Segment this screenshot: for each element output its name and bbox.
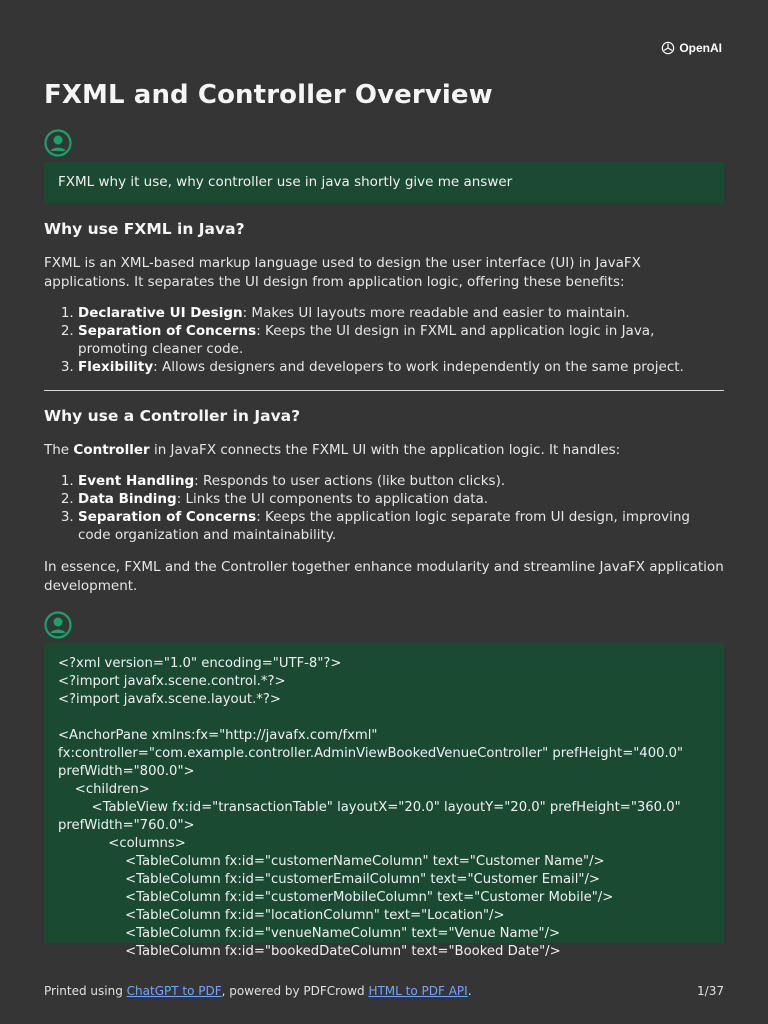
user-avatar-icon (44, 611, 72, 639)
footer-text: Printed using (44, 984, 127, 998)
list-item-text: : Makes UI layouts more readable and easier to maintain. (242, 305, 630, 321)
list-item-text: : Keeps the UI design in FXML and application logic in Java, promoting cleaner code. (78, 323, 655, 357)
code-line: <TableColumn fx:id="customerMobileColumn" text="Customer Mobile"/> (58, 890, 614, 905)
openai-logo-icon (660, 40, 676, 56)
list-item (78, 490, 724, 508)
list-item (78, 508, 724, 544)
list-item (78, 304, 724, 322)
code-line: fx:controller="com.example.controller.AdminViewBookedVenueController" prefHeight="400.0" (58, 746, 684, 761)
code-line: <TableView fx:id="transactionTable" layoutX="20.0" layoutY="20.0" prefHeight="360.0" (58, 800, 681, 815)
list-item (78, 472, 724, 490)
code-line: <?import javafx.scene.control.*?> (58, 674, 286, 689)
list-item-text: : Allows designers and developers to work independently on the same project. (153, 359, 684, 375)
code-line (58, 709, 710, 727)
section1-list (44, 304, 724, 376)
list-item-bold: Event Handling (78, 473, 195, 489)
code-line: <TableColumn fx:id="venueNameColumn" text="Venue Name"/> (58, 926, 561, 941)
html-to-pdf-api-link[interactable]: HTML to PDF API (368, 984, 468, 998)
code-line: <children> (58, 782, 150, 797)
list-item (78, 322, 724, 358)
section2-intro (44, 441, 724, 460)
page-footer (44, 984, 724, 998)
user-avatar (44, 611, 72, 639)
code-line: prefWidth="760.0"> (58, 818, 195, 833)
document-content (44, 76, 724, 959)
section1-heading: Why use FXML in Java? (44, 220, 245, 238)
code-line: <TableColumn fx:id="locationColumn" text="Location"/> (58, 908, 505, 923)
intro-bold: Controller (73, 442, 150, 458)
page-title: FXML and Controller Overview (44, 80, 493, 110)
section2-summary: In essence, FXML and the Controller together enhance modularity and streamline JavaFX application development. (44, 559, 724, 594)
list-item-bold: Declarative UI Design (78, 305, 243, 321)
section1-intro: FXML is an XML-based markup language used to design the user interface (UI) in JavaFX applications. It separates the UI design from application logic, offering these benefits: (44, 255, 641, 290)
list-item-bold: Data Binding (78, 491, 177, 507)
list-item (78, 358, 724, 376)
code-line: prefWidth="800.0"> (58, 764, 195, 779)
chatgpt-to-pdf-link[interactable]: ChatGPT to PDF (126, 984, 222, 998)
footer-text: , powered by PDFCrowd (221, 984, 369, 998)
code-line: <TableColumn fx:id="customerEmailColumn" text="Customer Email"/> (58, 872, 600, 887)
code-block (44, 643, 724, 959)
code-line: <?xml version="1.0" encoding="UTF-8"?> (58, 656, 342, 671)
logo-text: OpenAI (679, 41, 722, 55)
code-line: <TableColumn fx:id="customerNameColumn" text="Customer Name"/> (58, 854, 605, 869)
intro-text: in JavaFX connects the FXML UI with the application logic. It handles: (149, 442, 621, 458)
section2-heading: Why use a Controller in Java? (44, 407, 301, 425)
footer-text: . (467, 984, 472, 998)
list-item-text: : Links the UI components to application data. (176, 491, 489, 507)
openai-logo (660, 40, 722, 56)
section2-list (44, 472, 724, 544)
list-item-text: : Responds to user actions (like button clicks). (194, 473, 506, 489)
footer-credit (44, 984, 472, 998)
code-line: <columns> (58, 836, 186, 851)
list-item-text: : Keeps the application logic separate from UI design, improving code organization and maintainability. (78, 509, 690, 543)
code-line: <?import javafx.scene.layout.*?> (58, 692, 281, 707)
list-item-bold: Flexibility (78, 359, 154, 375)
list-item-bold: Separation of Concerns (78, 323, 257, 339)
user-avatar (44, 129, 72, 157)
user-avatar-icon (44, 129, 72, 157)
section-divider (44, 390, 724, 391)
user-prompt: FXML why it use, why controller use in java shortly give me answer (44, 162, 724, 203)
code-line: <AnchorPane xmlns:fx="http://javafx.com/fxml" (58, 728, 378, 743)
intro-text: The (44, 442, 74, 458)
list-item-bold: Separation of Concerns (78, 509, 257, 525)
page-number: 1/37 (697, 984, 724, 998)
code-line: <TableColumn fx:id="bookedDateColumn" text="Booked Date"/> (58, 944, 561, 959)
